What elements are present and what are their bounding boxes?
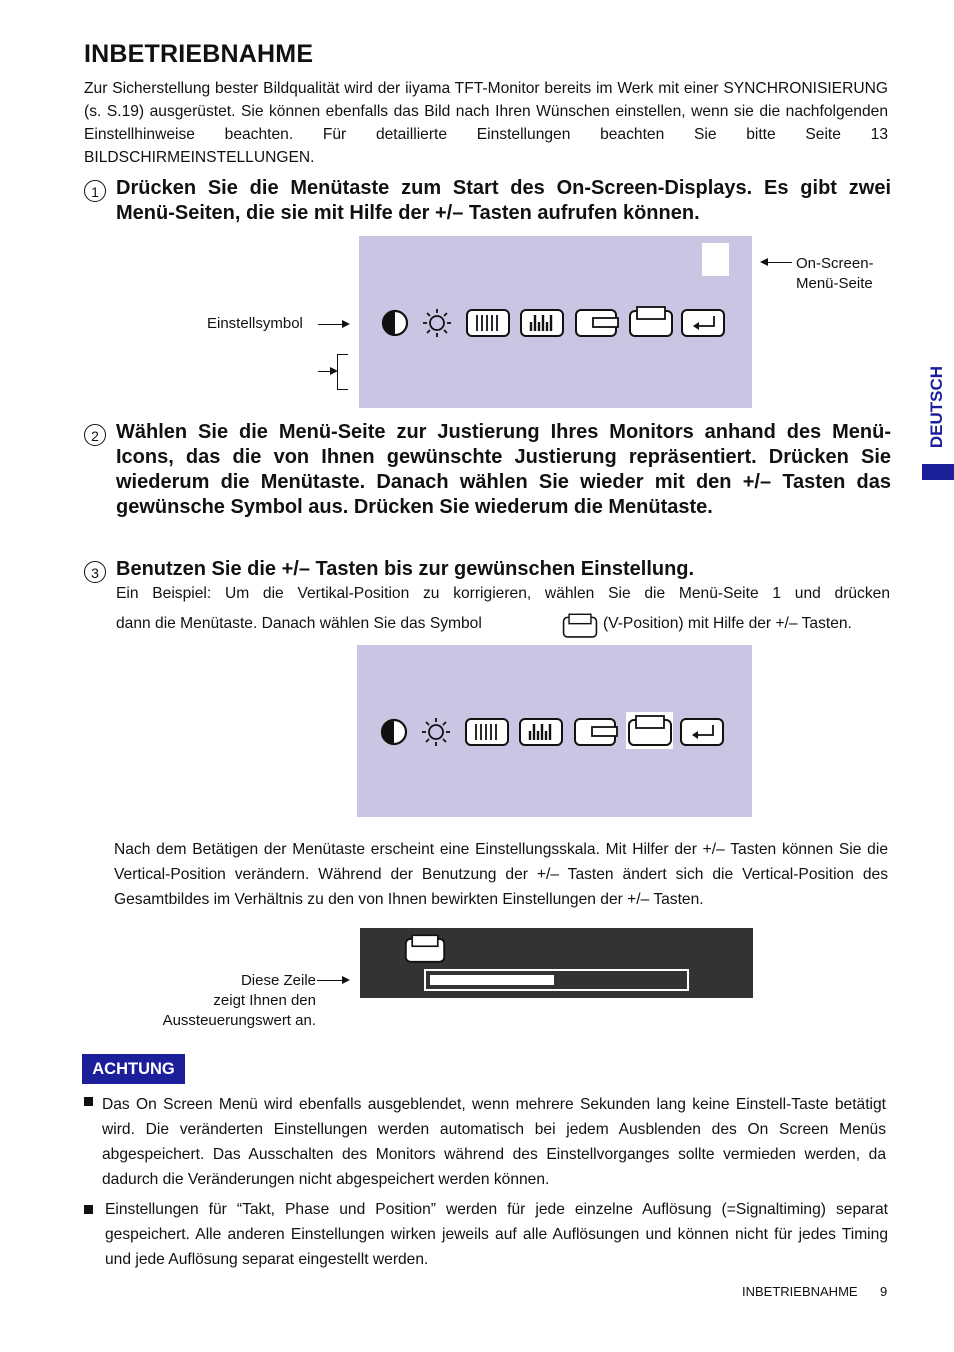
h-position-icon	[574, 308, 620, 338]
warning-bullet-1: Das On Screen Menü wird ebenfalls ausgeblendet, wenn mehrere Sekunden lang keine Einstell-Taste betätigt wird. Die veränderten Einstellungen werden automatisch bei jedem Ausblenden des On Screen Menüs abgespeichert. Das Ausschalten des Monitors während des Einstellvorganges sollte vermieden werden, da dadurch die Veränderungen nicht abgespeichert werden können.	[102, 1096, 886, 1188]
example-line-1: Ein Beispiel: Um die Vertikal-Position zu korrigieren, wählen Sie die Menü-Seite 1 und drücken	[116, 585, 890, 602]
osd-adjust-panel	[360, 928, 753, 998]
arrow-right-icon	[318, 324, 348, 325]
label-level-line-3: Aussteuerungswert an.	[162, 1012, 316, 1029]
side-tab-label: DEUTSCH	[927, 365, 946, 449]
intro-paragraph: Zur Sicherstellung bester Bildqualität wird der iiyama TFT-Monitor bereits im Werk mit einer SYNCHRONISIERUNG (s. S.19) ausgerüstet. Sie können ebenfalls das Bild nach Ihren Wünschen einstellen, wenn sie die nachfolgenden Einstellhinweise beachten. Für detaillierte Einstellungen beachten Sie bitte Seite 13 BILDSCHIRMEINSTELLUNGEN.	[84, 80, 888, 166]
level-bar	[424, 969, 689, 991]
warning-bullet-2: Einstellungen für “Takt, Phase und Position” werden für jede einzelne Auflösung (=Signaltiming) separat gespeichert. Alle anderen Einstellungen wirken jeweils auf alle Auflösungen und können nicht für jedes Timing und jede Auflösung separat eingestellt werden.	[105, 1201, 888, 1268]
step-1-text: Drücken Sie die Menütaste zum Start des On-Screen-Displays. Es gibt zwei Menü-Seiten, die sie mit Hilfe der +/– Tasten aufrufen können.	[116, 177, 891, 224]
contrast-icon	[379, 717, 409, 747]
step-3-text: Benutzen Sie die +/– Tasten bis zur gewünschen Einstellung.	[116, 558, 695, 580]
exit-icon	[680, 308, 726, 338]
example-line-2a: dann die Menütaste. Danach wählen Sie das Symbol	[116, 615, 482, 632]
step-2-text: Wählen Sie die Menü-Seite zur Justierung Ihres Monitors anhand des Menü-Icons, das die von Ihnen gewünschte Justierung repräsentiert. Drücken Sie wiederum die Menütaste. Danach wählen Sie wieder mit den +/– Tasten das gewünsche Symbol aus. Drücken Sie wiederum die Menütaste.	[116, 421, 891, 518]
arrow-right-icon	[317, 980, 348, 981]
label-level-line-2: zeigt Ihnen den	[213, 992, 316, 1009]
step-number-3: 3	[84, 561, 106, 583]
bullet-icon	[84, 1205, 93, 1214]
clock-icon	[464, 717, 510, 747]
h-position-icon	[573, 717, 619, 747]
v-position-icon	[627, 715, 673, 747]
level-bar-fill	[430, 975, 554, 985]
clock-icon	[465, 308, 511, 338]
footer-section: INBETRIEBNAHME	[742, 1284, 858, 1299]
brightness-icon	[421, 717, 451, 747]
osd-page-indicator	[702, 243, 729, 276]
exit-icon	[679, 717, 725, 747]
label-osd-page-line-2: Menü-Seite	[796, 275, 873, 292]
label-level-line-1: Diese Zeile	[240, 972, 316, 989]
phase-icon	[518, 717, 564, 747]
label-osd-page	[796, 254, 874, 294]
bullet-icon	[84, 1097, 93, 1106]
step-number-2: 2	[84, 424, 106, 446]
v-position-icon	[404, 934, 446, 964]
example-line-2b: (V-Position) mit Hilfe der +/– Tasten.	[603, 615, 852, 632]
side-tab-marker	[922, 464, 954, 480]
language-side-tab	[920, 355, 954, 480]
v-position-icon	[562, 613, 598, 639]
arrow-left-icon	[762, 262, 792, 263]
osd-icon-row-2	[377, 715, 727, 749]
osd-icon-row-1	[378, 306, 728, 340]
step-number-1: 1	[84, 180, 106, 202]
arrow-right-icon	[318, 371, 336, 372]
page-title: INBETRIEBNAHME	[84, 40, 314, 68]
label-osd-page-line-1: On-Screen-	[796, 255, 874, 272]
bracket-icon	[337, 354, 348, 390]
brightness-icon	[422, 308, 452, 338]
label-einstellsymbol: Einstellsymbol	[207, 315, 303, 332]
warning-badge: ACHTUNG	[82, 1054, 185, 1084]
v-position-icon	[628, 306, 674, 338]
label-level-row	[150, 971, 316, 1031]
phase-icon	[519, 308, 565, 338]
contrast-icon	[380, 308, 410, 338]
after-text: Nach dem Betätigen der Menütaste erscheint eine Einstellungsskala. Mit Hilfer der +/– Tasten können Sie die Vertical-Position verändern. Während der Benutzung der +/– Tasten ändert sich die Vertical-Position des Gesamtbildes im Verhältnis zu den von Ihnen bewirkten Einstellungen der +/– Tasten.	[114, 841, 888, 908]
page-number: 9	[880, 1284, 888, 1299]
